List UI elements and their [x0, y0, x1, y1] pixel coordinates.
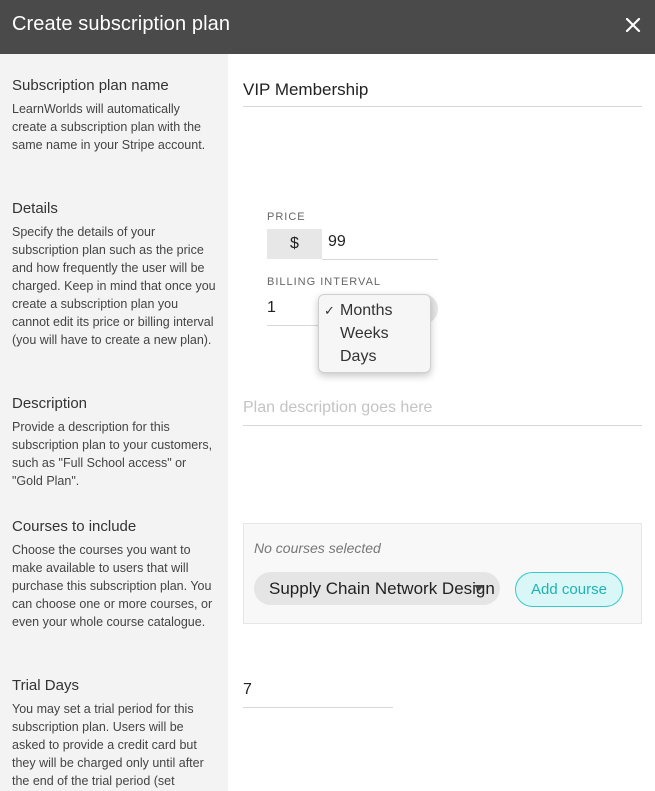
section-title: Subscription plan name [12, 77, 169, 94]
section-plan-name [12, 77, 218, 154]
section-title: Courses to include [12, 518, 137, 535]
dropdown-option-weeks[interactable] [319, 322, 430, 345]
add-course-button[interactable]: Add course [515, 572, 623, 607]
section-description: Specify the details of your subscription plan such as the price and how frequently the user will be charged. Keep in mind that once you create a subscription plan you cannot edit its price or billing interval (you will have to create a new plan). [12, 225, 216, 347]
billing-interval-label: BILLING INTERVAL [267, 276, 382, 288]
interval-underline [267, 325, 322, 326]
section-title: Trial Days [12, 677, 79, 694]
section-title: Description [12, 395, 88, 412]
section-description: LearnWorlds will automatically create a subscription plan with the same name in your Stripe account. [12, 102, 206, 152]
course-select[interactable] [254, 572, 500, 605]
modal-title: Create subscription plan [12, 13, 231, 35]
dropdown-option-months[interactable] [319, 299, 430, 322]
course-select-value: Supply Chain Network Design [269, 579, 495, 598]
checkmark-icon: ✓ [324, 303, 335, 318]
caret-down-icon [474, 585, 484, 591]
interval-unit-dropdown [318, 294, 431, 373]
no-courses-text: No courses selected [254, 540, 381, 556]
currency-symbol: $ [267, 229, 322, 259]
option-label: Weeks [340, 325, 389, 342]
section-courses [12, 518, 218, 631]
section-description: Provide a description for this subscription plan to your customers, such as "Full School access" or "Gold Plan". [12, 420, 213, 488]
section-trial-days [12, 677, 218, 790]
plan-name-input[interactable]: VIP Membership [243, 80, 369, 99]
description-input[interactable]: Plan description goes here [243, 399, 433, 416]
section-title: Details [12, 200, 58, 217]
price-label: PRICE [267, 211, 306, 223]
dropdown-option-days[interactable] [319, 345, 430, 368]
price-underline [322, 259, 438, 260]
description-underline [243, 425, 642, 426]
interval-count-input[interactable]: 1 [267, 299, 276, 316]
option-label: Months [340, 302, 393, 319]
modal-header [0, 0, 655, 54]
section-description [12, 395, 218, 490]
price-input[interactable]: 99 [328, 233, 346, 250]
plan-name-underline [243, 106, 642, 107]
section-description: You may set a trial period for this subscription plan. Users will be asked to provide a credit card but they will be charged only until after the end of the trial period (set [12, 702, 204, 788]
form-panel [228, 54, 655, 791]
trial-days-input[interactable]: 7 [243, 681, 252, 698]
close-icon[interactable] [621, 13, 645, 37]
trial-days-underline [243, 707, 393, 708]
section-details [12, 200, 218, 349]
option-label: Days [340, 348, 377, 365]
section-description: Choose the courses you want to make available to users that will purchase this subscription plan. You can choose one or more courses, or even your whole course catalogue. [12, 543, 213, 629]
